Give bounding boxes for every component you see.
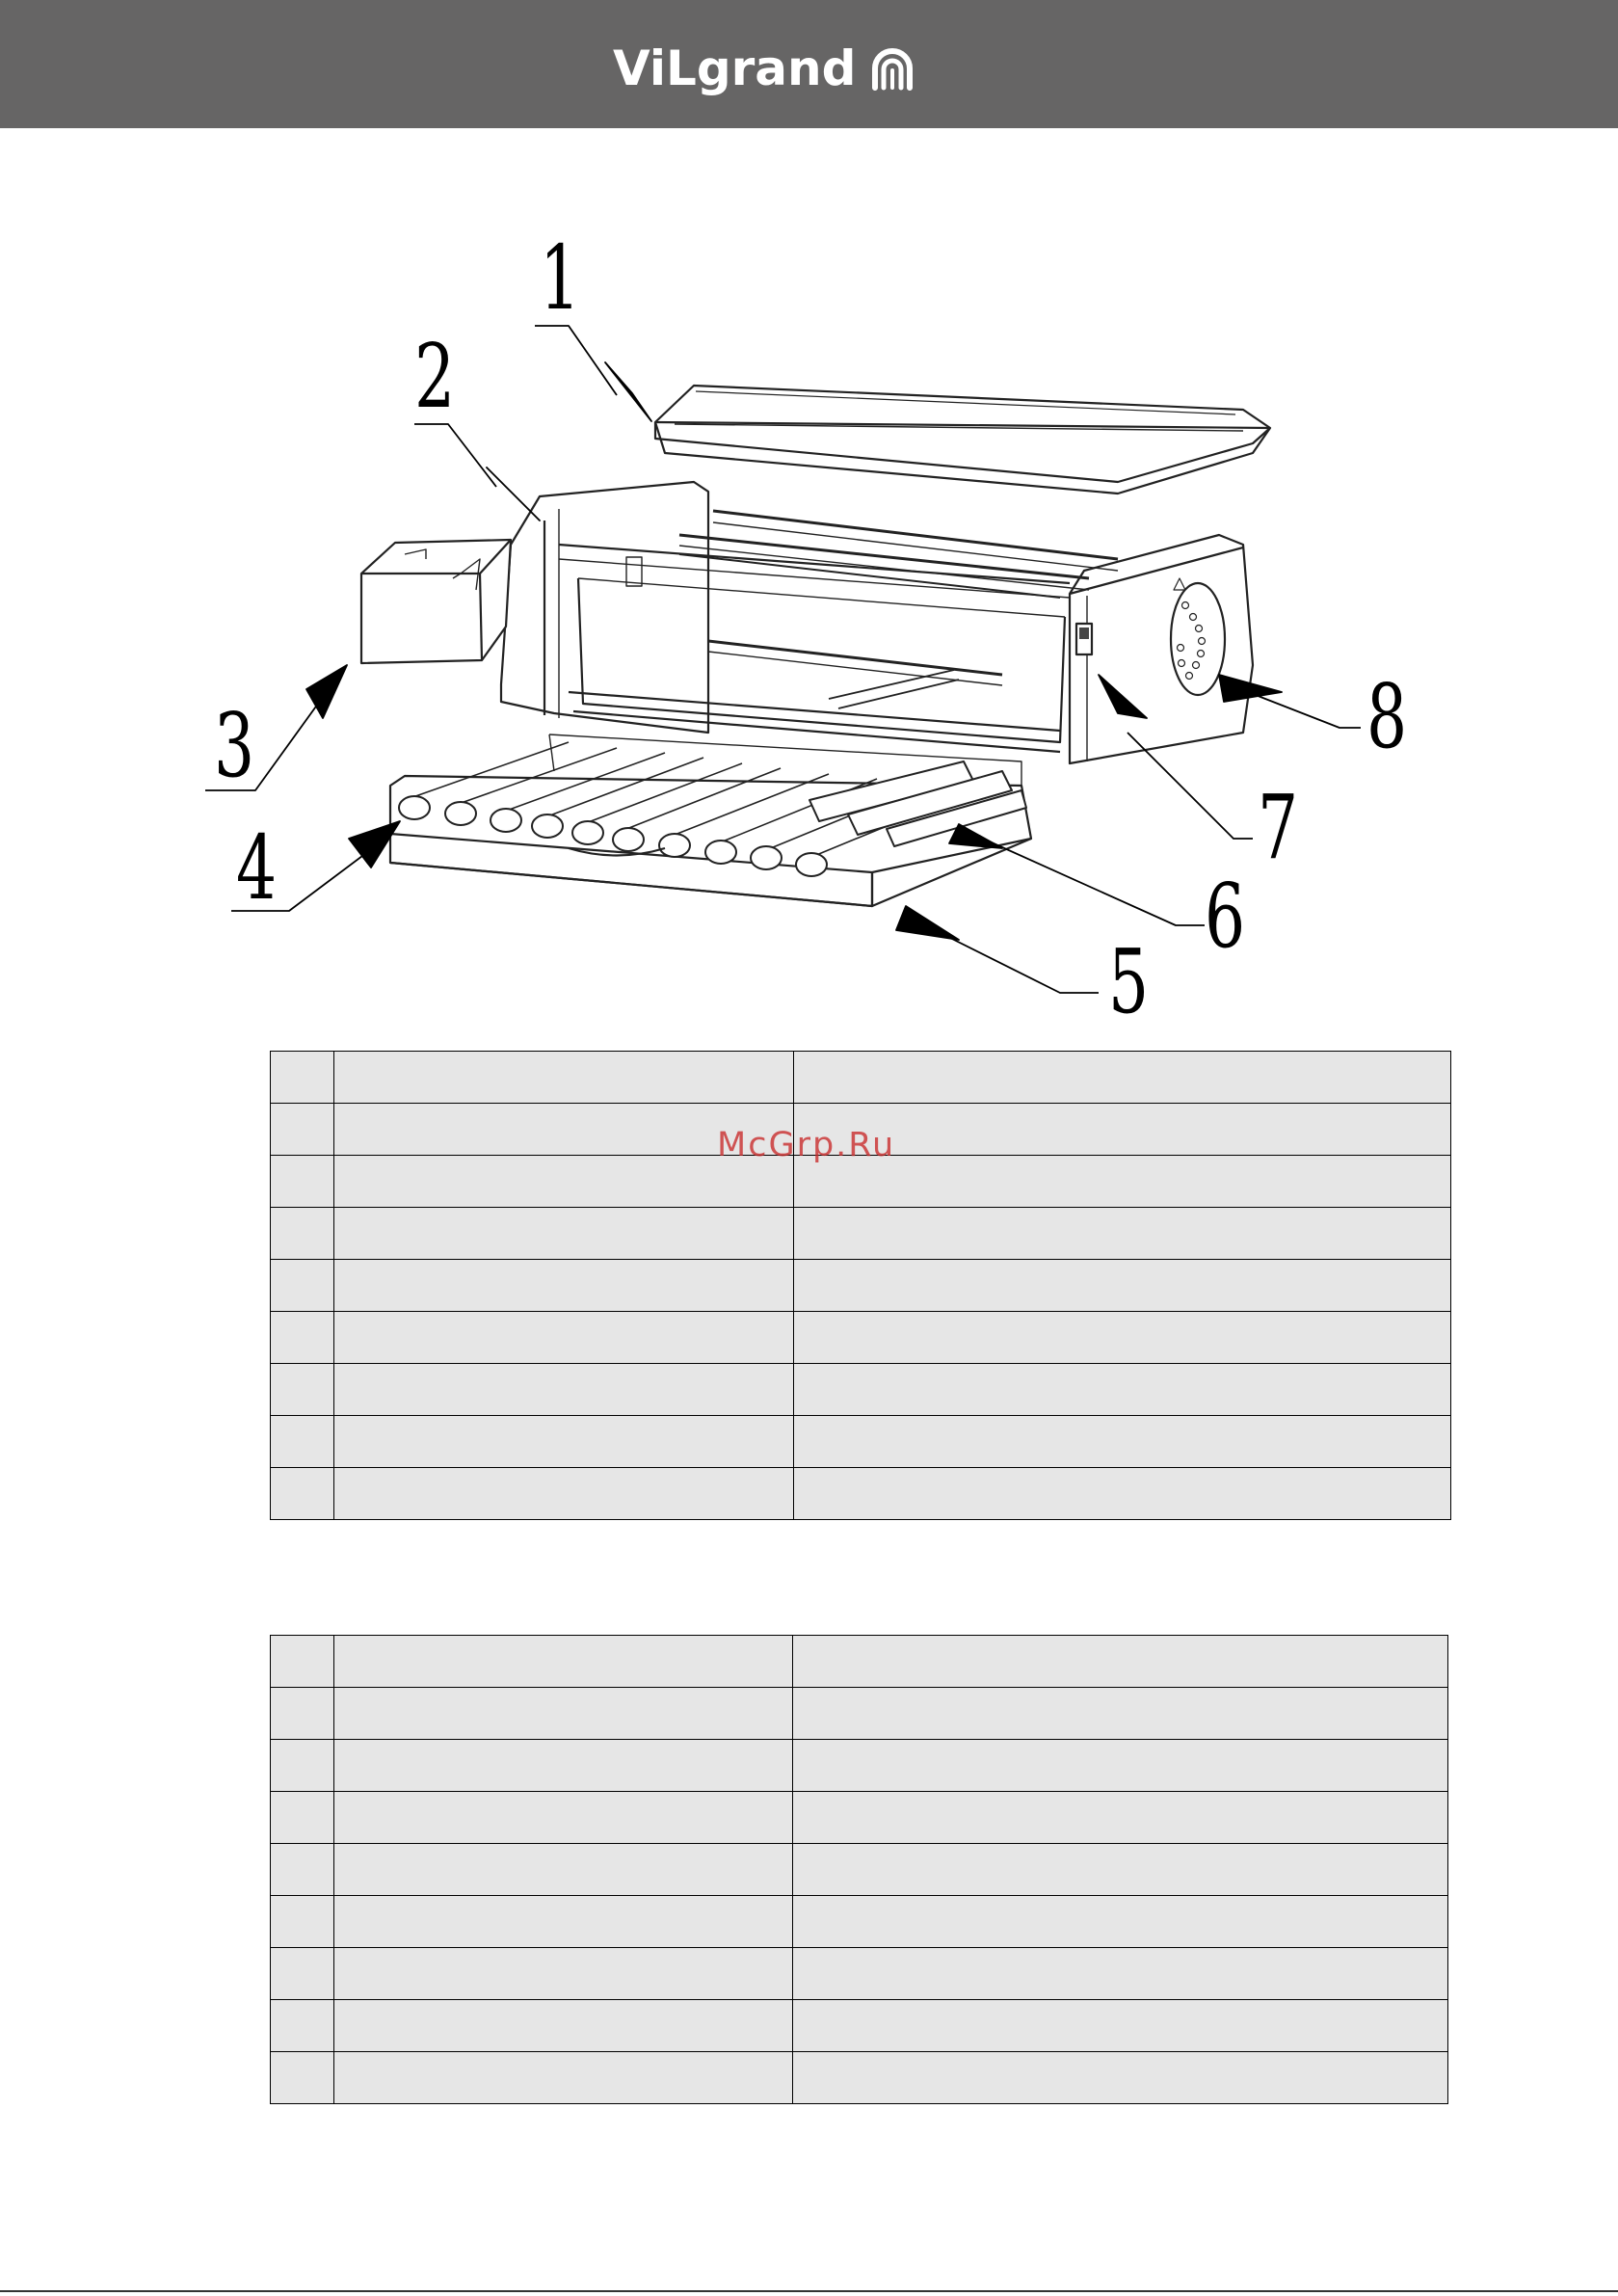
table-row: [271, 2000, 1448, 2052]
part-description-cell: [793, 1792, 1448, 1844]
row-number-cell: [271, 1364, 334, 1416]
drip-box-part: [361, 540, 511, 663]
part-name-cell: [334, 2000, 793, 2052]
table-row: [271, 1844, 1448, 1896]
part-name-cell: [334, 1208, 794, 1260]
row-number-cell: [271, 1688, 334, 1740]
row-number-cell: [271, 1740, 334, 1792]
row-number-cell: [271, 2000, 334, 2052]
part-description-cell: [794, 1416, 1451, 1468]
callout-4: 4: [236, 816, 278, 920]
row-number-cell: [271, 1260, 334, 1312]
brand-name: ViLgrand: [613, 40, 857, 96]
page-header: [0, 0, 1618, 128]
row-number-cell: [271, 1104, 334, 1156]
part-name-cell: [334, 1468, 794, 1520]
part-name-cell: [334, 1312, 794, 1364]
grill-body-part: [501, 482, 1253, 763]
part-name-cell: [334, 1416, 794, 1468]
part-description-cell: [794, 1260, 1451, 1312]
part-description-cell: [793, 1948, 1448, 2000]
row-number-cell: [271, 1948, 334, 2000]
row-number-cell: [271, 1896, 334, 1948]
part-name-cell: [334, 1844, 793, 1896]
part-description-cell: [793, 1636, 1448, 1688]
part-description-cell: [793, 1740, 1448, 1792]
part-name-cell: [334, 1052, 794, 1104]
parts-table-2: [270, 1635, 1448, 2104]
part-name-cell: [334, 1948, 793, 2000]
callout-7: 7: [1258, 776, 1299, 879]
part-description-cell: [793, 1844, 1448, 1896]
callout-1: 1: [540, 227, 581, 330]
part-name-cell: [334, 1636, 793, 1688]
callout-2: 2: [414, 325, 456, 428]
watermark: McGrp.Ru: [717, 1126, 896, 1164]
skewer-tray-part: [390, 734, 1031, 906]
table-row: [271, 1896, 1448, 1948]
table-row: [271, 1260, 1451, 1312]
table-row: [271, 1312, 1451, 1364]
parts-table-1: [270, 1051, 1451, 1520]
part-name-cell: [334, 1896, 793, 1948]
row-number-cell: [271, 1844, 334, 1896]
part-name-cell: [334, 1740, 793, 1792]
part-name-cell: [334, 2052, 793, 2104]
part-description-cell: [793, 1688, 1448, 1740]
part-description-cell: [793, 2000, 1448, 2052]
table-row: [271, 1052, 1451, 1104]
table-row: [271, 1636, 1448, 1688]
part-description-cell: [794, 1364, 1451, 1416]
table-row: [271, 1468, 1451, 1520]
table-row: [271, 2052, 1448, 2104]
row-number-cell: [271, 1156, 334, 1208]
row-number-cell: [271, 1052, 334, 1104]
part-description-cell: [794, 1208, 1451, 1260]
part-name-cell: [334, 1792, 793, 1844]
part-description-cell: [794, 1312, 1451, 1364]
callout-3: 3: [214, 694, 255, 797]
brand-logo: [613, 35, 919, 102]
table-row: [271, 1208, 1451, 1260]
lid-part: [655, 386, 1270, 494]
row-number-cell: [271, 1312, 334, 1364]
row-number-cell: [271, 1792, 334, 1844]
row-number-cell: [271, 1208, 334, 1260]
table-row: [271, 1364, 1451, 1416]
part-description-cell: [793, 2052, 1448, 2104]
table-row: [271, 1416, 1451, 1468]
callout-6: 6: [1205, 865, 1246, 968]
row-number-cell: [271, 2052, 334, 2104]
row-number-cell: [271, 1416, 334, 1468]
part-description-cell: [793, 1896, 1448, 1948]
part-description-cell: [794, 1052, 1451, 1104]
part-name-cell: [334, 1364, 794, 1416]
vilgrand-spiral-logo-icon: [865, 41, 919, 95]
callout-8: 8: [1366, 665, 1408, 768]
footer-divider: [0, 2290, 1618, 2292]
row-number-cell: [271, 1468, 334, 1520]
part-name-cell: [334, 1688, 793, 1740]
exploded-diagram: [0, 128, 1618, 1044]
table-row: [271, 1792, 1448, 1844]
part-description-cell: [794, 1468, 1451, 1520]
table-row: [271, 1740, 1448, 1792]
table-row: [271, 1948, 1448, 2000]
part-name-cell: [334, 1260, 794, 1312]
row-number-cell: [271, 1636, 334, 1688]
table-row: [271, 1688, 1448, 1740]
callout-5: 5: [1108, 930, 1150, 1033]
